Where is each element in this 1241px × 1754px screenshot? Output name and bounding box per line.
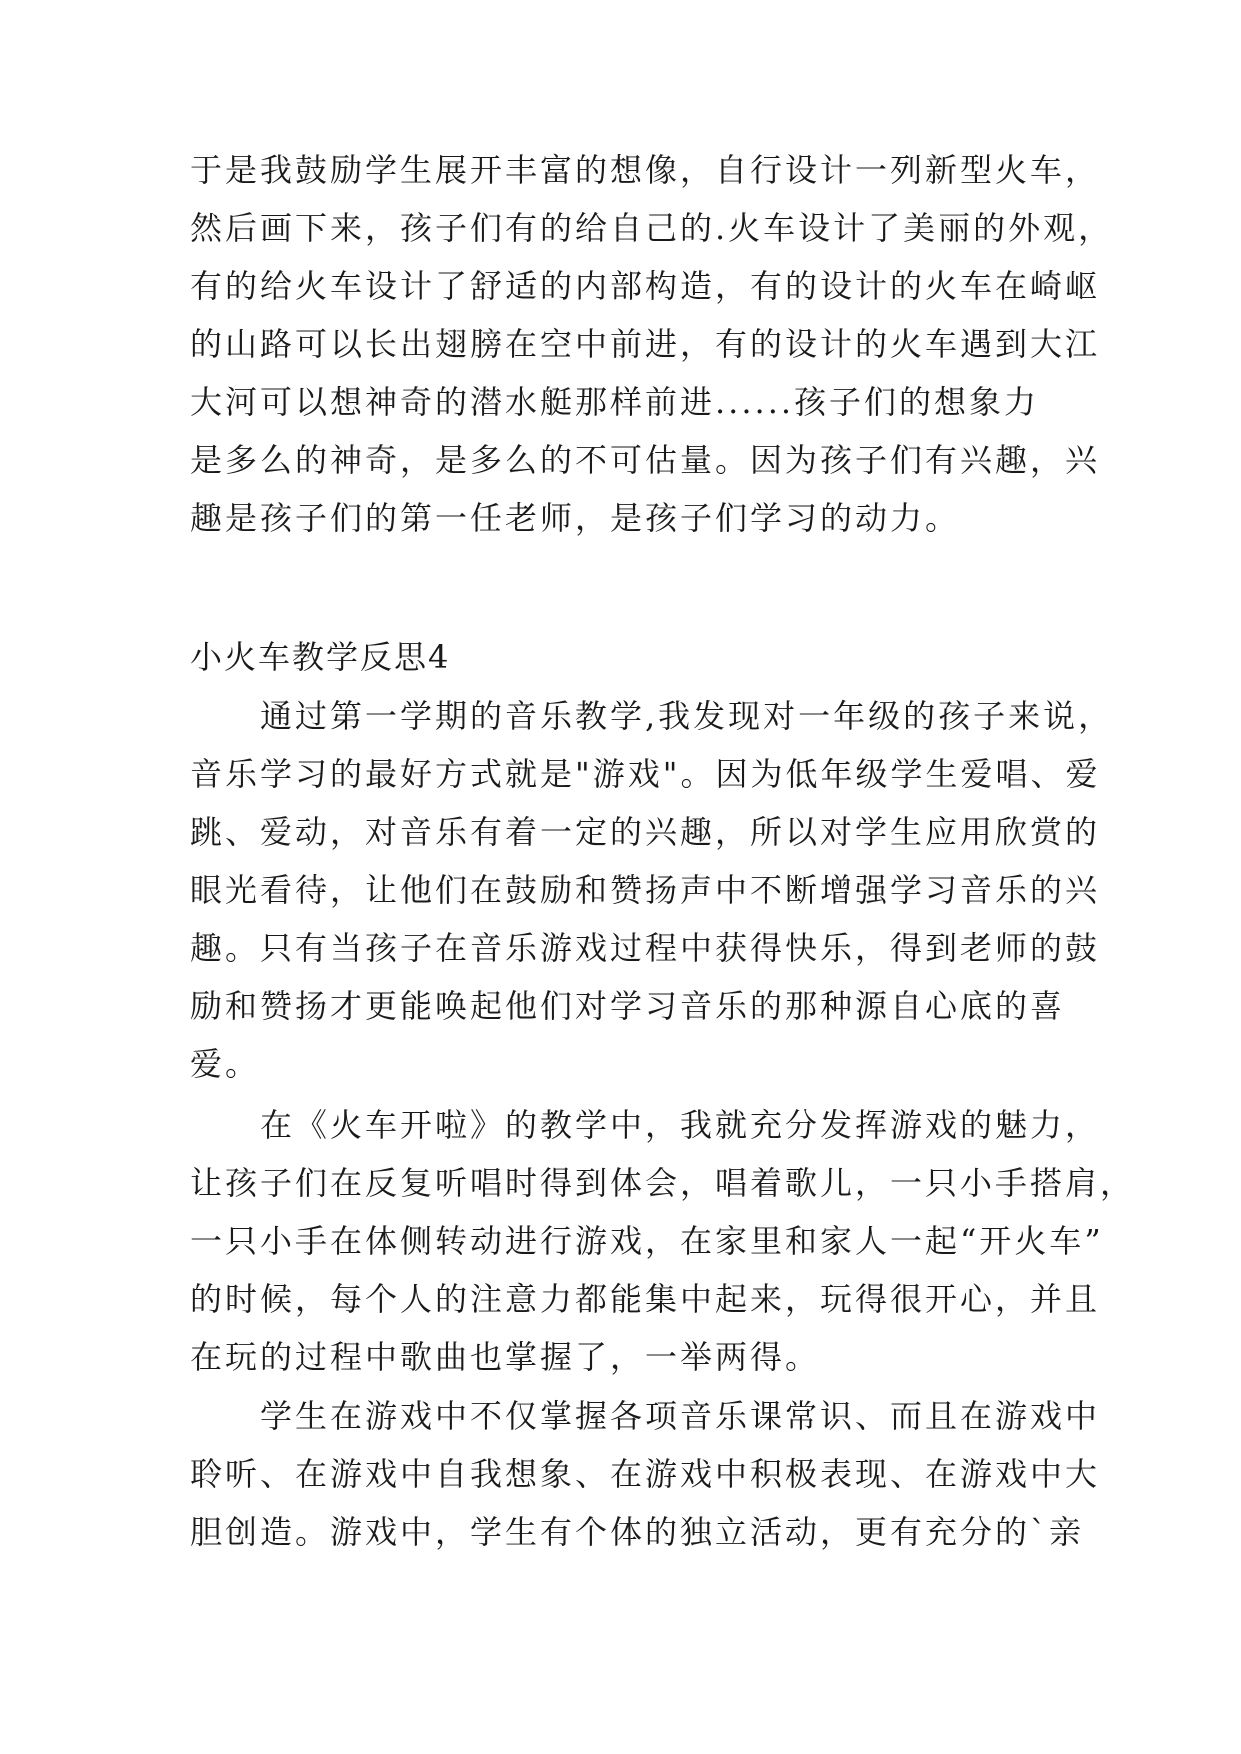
paragraph-line: 爱。 — [190, 1045, 261, 1083]
paragraph-line: 跳、爱动，对音乐有着一定的兴趣，所以对学生应用欣赏的 — [190, 813, 1101, 851]
paragraph-line: 趣。只有当孩子在音乐游戏过程中获得快乐，得到老师的鼓 — [190, 929, 1101, 967]
paragraph-line: 胆创造。游戏中，学生有个体的独立活动，更有充分的`亲 — [190, 1513, 1085, 1551]
paragraph-line: 聆听、在游戏中自我想象、在游戏中积极表现、在游戏中大 — [190, 1455, 1101, 1493]
paragraph-line: 一只小手在体侧转动进行游戏，在家里和家人一起“开火车” — [190, 1222, 1104, 1260]
intro-paragraph — [190, 141, 1114, 547]
paragraph-line: 于是我鼓励学生展开丰富的想像，自行设计一列新型火车， — [190, 151, 1101, 189]
paragraph-line: 音乐学习的最好方式就是"游戏"。因为低年级学生爱唱、爱 — [190, 755, 1101, 793]
paragraph-line: 然后画下来，孩子们有的给自己的.火车设计了美丽的外观， — [190, 209, 1114, 247]
paragraph-1 — [190, 687, 1114, 1093]
paragraph-line: 是多么的神奇，是多么的不可估量。因为孩子们有兴趣，兴 — [190, 441, 1101, 479]
paragraph-2 — [190, 1096, 1136, 1386]
paragraph-line: 通过第一学期的音乐教学,我发现对一年级的孩子来说， — [190, 697, 1114, 735]
paragraph-line: 在玩的过程中歌曲也掌握了，一举两得。 — [190, 1338, 821, 1376]
paragraph-line: 在《火车开啦》的教学中，我就充分发挥游戏的魅力， — [190, 1106, 1101, 1144]
paragraph-line: 趣是孩子们的第一任老师，是孩子们学习的动力。 — [190, 499, 961, 537]
paragraph-line: 的时候，每个人的注意力都能集中起来，玩得很开心，并且 — [190, 1280, 1101, 1318]
paragraph-line: 有的给火车设计了舒适的内部构造，有的设计的火车在崎岖 — [190, 267, 1101, 305]
paragraph-line: 让孩子们在反复听唱时得到体会，唱着歌儿，一只小手搭肩， — [190, 1164, 1136, 1202]
paragraph-3 — [190, 1387, 1101, 1561]
section-heading: 小火车教学反思4 — [190, 638, 451, 676]
paragraph-line: 的山路可以长出翅膀在空中前进，有的设计的火车遇到大江 — [190, 325, 1101, 363]
paragraph-line: 学生在游戏中不仅掌握各项音乐课常识、而且在游戏中 — [190, 1397, 1101, 1435]
paragraph-line: 大河可以想神奇的潜水艇那样前进......孩子们的想象力 — [190, 383, 1040, 421]
paragraph-line: 励和赞扬才更能唤起他们对学习音乐的那种源自心底的喜 — [190, 987, 1066, 1025]
paragraph-line: 眼光看待，让他们在鼓励和赞扬声中不断增强学习音乐的兴 — [190, 871, 1101, 909]
